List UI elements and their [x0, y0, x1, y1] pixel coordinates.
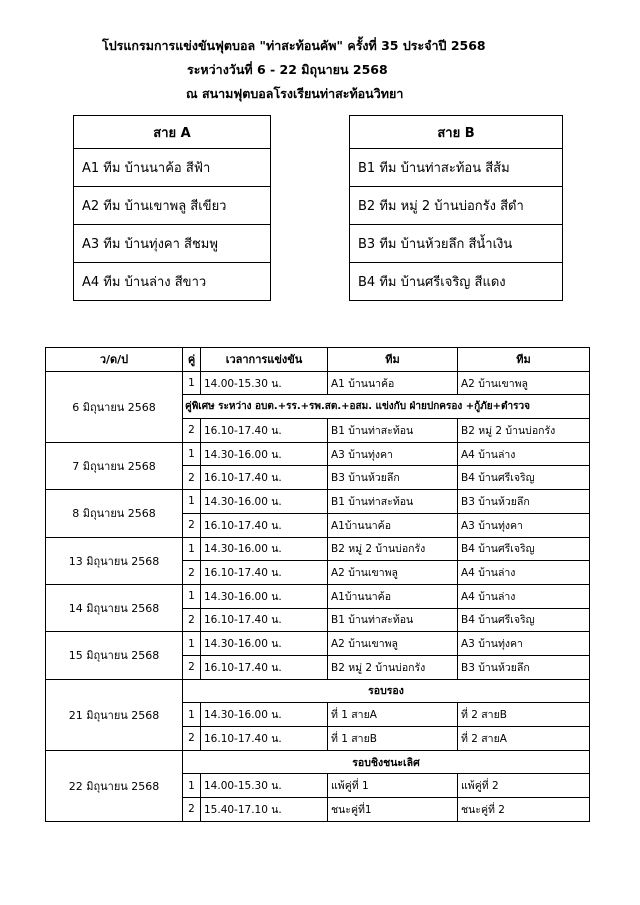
- group-b-team: B3 ทีม บ้านห้วยลึก สีน้ำเงิน: [350, 225, 563, 263]
- match-pair: 1: [183, 703, 201, 727]
- match-team1: A1บ้านนาค้อ: [328, 513, 458, 537]
- match-team2: B4 บ้านศรีเจริญ: [458, 537, 590, 561]
- match-time: 16.10-17.40 น.: [201, 513, 328, 537]
- group-a-team: A2 ทีม บ้านเขาพลู สีเขียว: [74, 187, 271, 225]
- match-pair: 1: [183, 442, 201, 466]
- group-a-table: [73, 115, 271, 301]
- match-time: 14.30-16.00 น.: [201, 584, 328, 608]
- match-date: 6 มิถุนายน 2568: [46, 371, 183, 442]
- match-time: 14.00-15.30 น.: [201, 371, 328, 395]
- match-date: 21 มิถุนายน 2568: [46, 679, 183, 750]
- schedule-header-row: [46, 348, 590, 372]
- group-a-title: สาย A: [74, 116, 271, 149]
- header-team1: ทีม: [328, 348, 458, 372]
- round-title: รอบชิงชนะเลิศ: [183, 750, 590, 774]
- match-time: 14.30-16.00 น.: [201, 490, 328, 514]
- match-team2: A4 บ้านล่าง: [458, 561, 590, 585]
- table-row: [46, 632, 590, 656]
- match-team1: A3 บ้านทุ่งคา: [328, 442, 458, 466]
- match-time: 14.30-16.00 น.: [201, 632, 328, 656]
- match-date: 14 มิถุนายน 2568: [46, 584, 183, 631]
- match-pair: 1: [183, 371, 201, 395]
- table-row: [46, 490, 590, 514]
- match-time: 16.10-17.40 น.: [201, 727, 328, 751]
- group-b-team: B1 ทีม บ้านท่าสะท้อน สีส้ม: [350, 149, 563, 187]
- match-team2: A4 บ้านล่าง: [458, 442, 590, 466]
- group-a-team: A3 ทีม บ้านทุ่งคา สีชมพู: [74, 225, 271, 263]
- match-team1: ที่ 1 สายB: [328, 727, 458, 751]
- match-team2: B3 บ้านห้วยลึก: [458, 490, 590, 514]
- match-time: 15.40-17.10 น.: [201, 798, 328, 822]
- header-pair: คู่: [183, 348, 201, 372]
- match-team2: A3 บ้านทุ่งคา: [458, 632, 590, 656]
- match-team1: A2 บ้านเขาพลู: [328, 632, 458, 656]
- match-schedule-table: [45, 347, 590, 822]
- match-time: 14.30-16.00 น.: [201, 442, 328, 466]
- tournament-title: โปรแกรมการแข่งขันฟุตบอล "ท่าสะท้อนคัพ" ครั้งที่ 35 ประจำปี 2568: [102, 38, 486, 53]
- match-team1: B1 บ้านท่าสะท้อน: [328, 419, 458, 443]
- match-team1: B1 บ้านท่าสะท้อน: [328, 490, 458, 514]
- match-team1: B2 หมู่ 2 บ้านบ่อกรัง: [328, 655, 458, 679]
- match-date: 15 มิถุนายน 2568: [46, 632, 183, 679]
- match-time: 14.00-15.30 น.: [201, 774, 328, 798]
- table-row: [46, 584, 590, 608]
- match-team2: B2 หมู่ 2 บ้านบ่อกรัง: [458, 419, 590, 443]
- match-pair: 1: [183, 490, 201, 514]
- table-row: [46, 537, 590, 561]
- match-time: 14.30-16.00 น.: [201, 537, 328, 561]
- match-date: 22 มิถุนายน 2568: [46, 750, 183, 821]
- match-team2: B4 บ้านศรีเจริญ: [458, 608, 590, 632]
- match-team2: A3 บ้านทุ่งคา: [458, 513, 590, 537]
- group-a-team: A1 ทีม บ้านนาค้อ สีฟ้า: [74, 149, 271, 187]
- match-team2: B4 บ้านศรีเจริญ: [458, 466, 590, 490]
- header-time: เวลาการแข่งขัน: [201, 348, 328, 372]
- match-date: 8 มิถุนายน 2568: [46, 490, 183, 537]
- document-header: [0, 34, 640, 106]
- match-team2: A4 บ้านล่าง: [458, 584, 590, 608]
- match-team1: A2 บ้านเขาพลู: [328, 561, 458, 585]
- match-team2: ที่ 2 สายB: [458, 703, 590, 727]
- table-row: [46, 371, 590, 395]
- match-team1: A1บ้านนาค้อ: [328, 584, 458, 608]
- group-b-title: สาย B: [350, 116, 563, 149]
- tournament-dates: ระหว่างวันที่ 6 - 22 มิถุนายน 2568: [187, 62, 388, 77]
- match-time: 16.10-17.40 น.: [201, 561, 328, 585]
- match-time: 16.10-17.40 น.: [201, 466, 328, 490]
- match-team2: B3 บ้านห้วยลึก: [458, 655, 590, 679]
- match-pair: 2: [183, 608, 201, 632]
- match-team1: A1 บ้านนาค้อ: [328, 371, 458, 395]
- match-team1: B1 บ้านท่าสะท้อน: [328, 608, 458, 632]
- match-pair: 1: [183, 632, 201, 656]
- match-team1: ที่ 1 สายA: [328, 703, 458, 727]
- match-pair: 2: [183, 727, 201, 751]
- header-date: ว/ด/ป: [46, 348, 183, 372]
- group-b-table: [349, 115, 563, 301]
- round-title: รอบรอง: [183, 679, 590, 703]
- match-team2: ที่ 2 สายA: [458, 727, 590, 751]
- match-pair: 2: [183, 466, 201, 490]
- header-team2: ทีม: [458, 348, 590, 372]
- match-pair: 2: [183, 513, 201, 537]
- match-team1: ชนะคู่ที่1: [328, 798, 458, 822]
- tournament-venue: ณ สนามฟุตบอลโรงเรียนท่าสะท้อนวิทยา: [186, 86, 404, 101]
- match-time: 14.30-16.00 น.: [201, 703, 328, 727]
- match-team2: แพ้คู่ที่ 2: [458, 774, 590, 798]
- match-team2: A2 บ้านเขาพลู: [458, 371, 590, 395]
- group-b-team: B2 ทีม หมู่ 2 บ้านบ่อกรัง สีดำ: [350, 187, 563, 225]
- table-row: [46, 679, 590, 703]
- special-match: คู่พิเศษ ระหว่าง อบต.+รร.+รพ.สต.+อสม. แข่งกับ ฝ่ายปกครอง +กู้ภัย+ตำรวจ: [183, 395, 590, 419]
- group-b-team: B4 ทีม บ้านศรีเจริญ สีแดง: [350, 263, 563, 301]
- match-date: 7 มิถุนายน 2568: [46, 442, 183, 489]
- table-row: [46, 750, 590, 774]
- match-team1: แพ้คู่ที่ 1: [328, 774, 458, 798]
- match-team1: B2 หมู่ 2 บ้านบ่อกรัง: [328, 537, 458, 561]
- match-pair: 2: [183, 655, 201, 679]
- match-time: 16.10-17.40 น.: [201, 608, 328, 632]
- group-a-team: A4 ทีม บ้านล่าง สีขาว: [74, 263, 271, 301]
- match-pair: 1: [183, 584, 201, 608]
- match-pair: 1: [183, 774, 201, 798]
- match-pair: 2: [183, 419, 201, 443]
- match-date: 13 มิถุนายน 2568: [46, 537, 183, 584]
- match-pair: 1: [183, 537, 201, 561]
- table-row: [46, 442, 590, 466]
- match-team1: B3 บ้านห้วยลึก: [328, 466, 458, 490]
- match-pair: 2: [183, 561, 201, 585]
- match-time: 16.10-17.40 น.: [201, 419, 328, 443]
- match-time: 16.10-17.40 น.: [201, 655, 328, 679]
- match-pair: 2: [183, 798, 201, 822]
- match-team2: ชนะคู่ที่ 2: [458, 798, 590, 822]
